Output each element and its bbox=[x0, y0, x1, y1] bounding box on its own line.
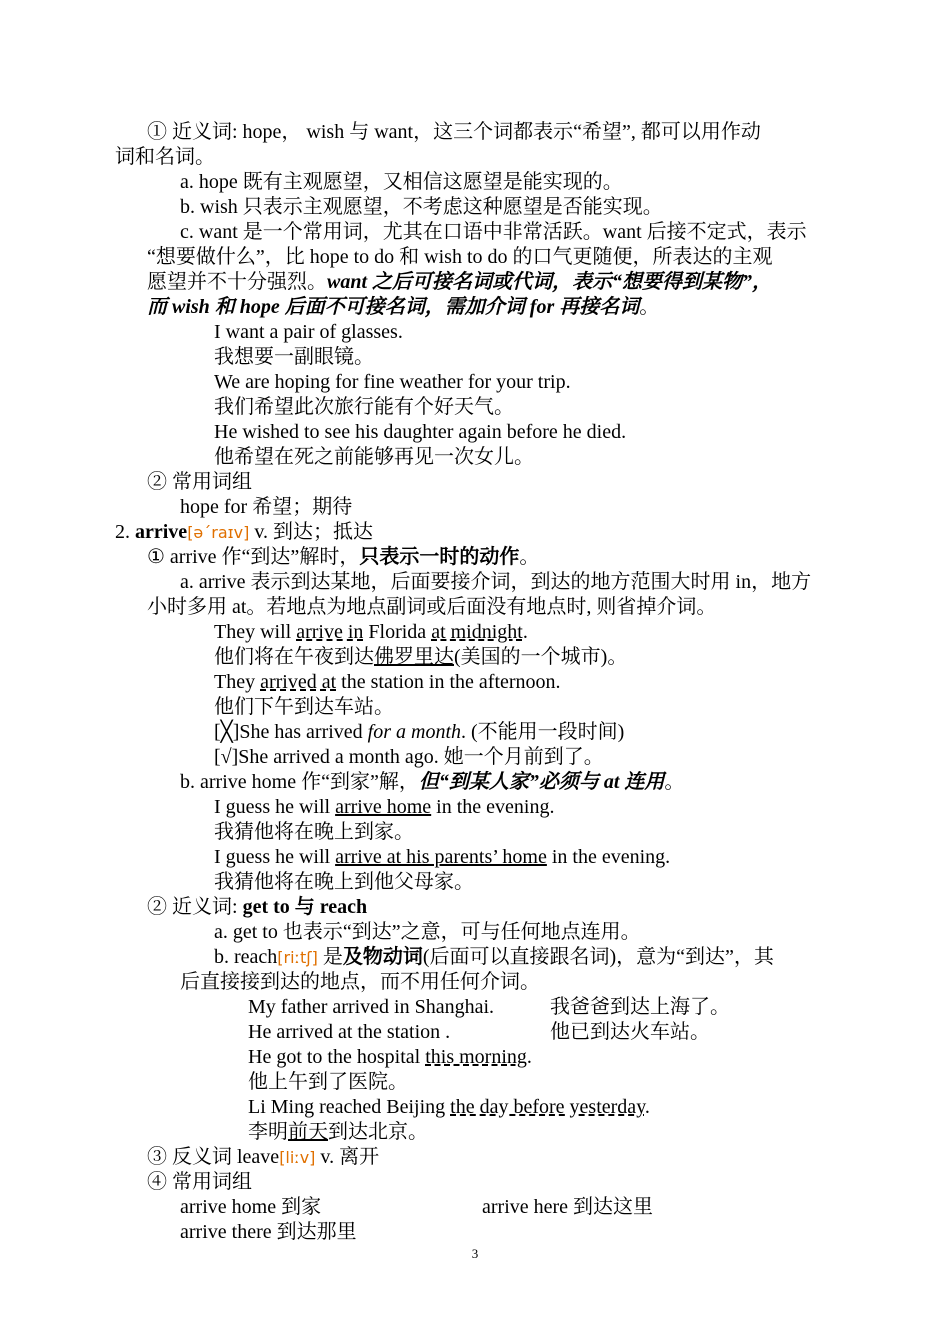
correct-mark: [√] bbox=[214, 746, 239, 768]
example-sentence: I guess he will arrive at his parents’ home in the evening. bbox=[214, 846, 671, 868]
example-translation: 我猜他将在晚上到他父母家。 bbox=[214, 871, 474, 893]
want-explanation-line2: “想要做什么”，比 hope to do 和 wish to do 的口气更随便，所表达的主观 bbox=[147, 246, 773, 268]
wish-explanation: b. wish 只表示主观愿望，不考虑这种愿望是否能实现。 bbox=[180, 196, 663, 218]
want-explanation-line4: 而 wish 和 hope 后面不可接名词，需加介词 for 再接名词。 bbox=[147, 296, 660, 318]
correct-example: [√]She arrived a month ago. 她一个月前到了。 bbox=[214, 746, 604, 768]
usage-point-1: ① arrive 作“到达”解时，只表示一时的动作。 bbox=[147, 546, 540, 568]
headword: arrive bbox=[135, 521, 188, 543]
example-translation: 他上午到了医院。 bbox=[248, 1071, 408, 1093]
example-translation: 他们将在午夜到达佛罗里达(美国的一个城市)。 bbox=[214, 646, 628, 668]
want-rule-emphasis: want 之后可接名词或代词，表示“想要得到某物”， bbox=[327, 271, 773, 293]
wrong-mark: [╳] bbox=[214, 721, 240, 743]
example-sentence: We are hoping for fine weather for your trip. bbox=[214, 371, 571, 393]
hope-explanation: a. hope 既有主观愿望，又相信这愿望是能实现的。 bbox=[180, 171, 623, 193]
example-translation: 我猜他将在晚上到家。 bbox=[214, 821, 414, 843]
reach-explanation-line2: 后直接接到达的地点，而不用任何介词。 bbox=[180, 971, 540, 993]
example-translation: 我想要一副眼镜。 bbox=[214, 346, 374, 368]
phrase-item: hope for 希望；期待 bbox=[180, 496, 353, 518]
phrase-item: arrive home 到家 bbox=[180, 1196, 322, 1218]
usage-a-line2: 小时多用 at。若地点为地点副词或后面没有地点时, 则省掉介词。 bbox=[147, 596, 717, 618]
example-sentence: I guess he will arrive home in the evening. bbox=[214, 796, 555, 818]
phonetic: [əˊraɪv] bbox=[187, 523, 250, 542]
example-translation: 我爸爸到达上海了。 bbox=[550, 996, 730, 1018]
wish-hope-rule-emphasis: 而 wish 和 hope 后面不可接名词，需加介词 for 再接名词 bbox=[147, 296, 640, 318]
example-translation: 我们希望此次旅行能有个好天气。 bbox=[214, 396, 514, 418]
example-sentence: I want a pair of glasses. bbox=[214, 321, 403, 343]
example-sentence: They arrived at the station in the afternoon. bbox=[214, 671, 561, 693]
example-sentence: He got to the hospital this morning. bbox=[248, 1046, 532, 1068]
example-sentence: They will arrive in Florida at midnight. bbox=[214, 621, 528, 643]
phrases-heading: ④ 常用词组 bbox=[147, 1171, 252, 1193]
reach-explanation-line1: b. reach[riːtʃ] 是及物动词(后面可以直接跟名词)，意为“到达”，其 bbox=[214, 946, 774, 968]
get-to-explanation: a. get to 也表示“到达”之意，可与任何地点连用。 bbox=[214, 921, 641, 943]
antonym-line: ③ 反义词 leave[liːv] v. 离开 bbox=[147, 1146, 380, 1168]
phrases-heading: ② 常用词组 bbox=[147, 471, 252, 493]
example-sentence: He wished to see his daughter again before he died. bbox=[214, 421, 627, 443]
example-translation: 他已到达火车站。 bbox=[550, 1021, 710, 1043]
page-number: 3 bbox=[471, 1246, 479, 1261]
example-translation: 李明前天到达北京。 bbox=[248, 1121, 428, 1143]
usage-a-line1: a. arrive 表示到达某地，后面要接介词，到达的地方范围大时用 in，地方 bbox=[180, 571, 812, 593]
entry-heading-arrive: 2. arrive[əˊraɪv] v. 到达；抵达 bbox=[115, 521, 374, 543]
want-explanation-line1: c. want 是一个常用词，尤其在口语中非常活跃。want 后接不定式，表示 bbox=[180, 221, 807, 243]
example-translation: 他们下午到达车站。 bbox=[214, 696, 394, 718]
wrong-example: [╳]She has arrived for a month. (不能用一段时间) bbox=[214, 721, 625, 743]
synonyms-intro-line1: ① 近义词: hope， wish 与 want，这三个词都表示“希望”, 都可以用作动 bbox=[147, 121, 761, 143]
example-sentence: My father arrived in Shanghai. bbox=[248, 996, 495, 1018]
synonyms-heading: ② 近义词: get to 与 reach bbox=[147, 896, 368, 918]
phrase-item: arrive there 到达那里 bbox=[180, 1221, 357, 1243]
example-sentence: Li Ming reached Beijing the day before yesterday. bbox=[248, 1096, 650, 1118]
phonetic: [riːtʃ] bbox=[277, 948, 318, 967]
usage-b: b. arrive home 作“到家”解，但“到某人家”必须与 at 连用。 bbox=[180, 771, 685, 793]
example-sentence: He arrived at the station . bbox=[248, 1021, 451, 1043]
phonetic: [liːv] bbox=[279, 1148, 316, 1167]
synonyms-intro-line2: 词和名词。 bbox=[115, 146, 215, 168]
phrase-item: arrive here 到达这里 bbox=[482, 1196, 654, 1218]
want-explanation-line3: 愿望并不十分强烈。want 之后可接名词或代词，表示“想要得到某物”， bbox=[147, 271, 773, 293]
example-translation: 他希望在死之前能够再见一次女儿。 bbox=[214, 446, 534, 468]
